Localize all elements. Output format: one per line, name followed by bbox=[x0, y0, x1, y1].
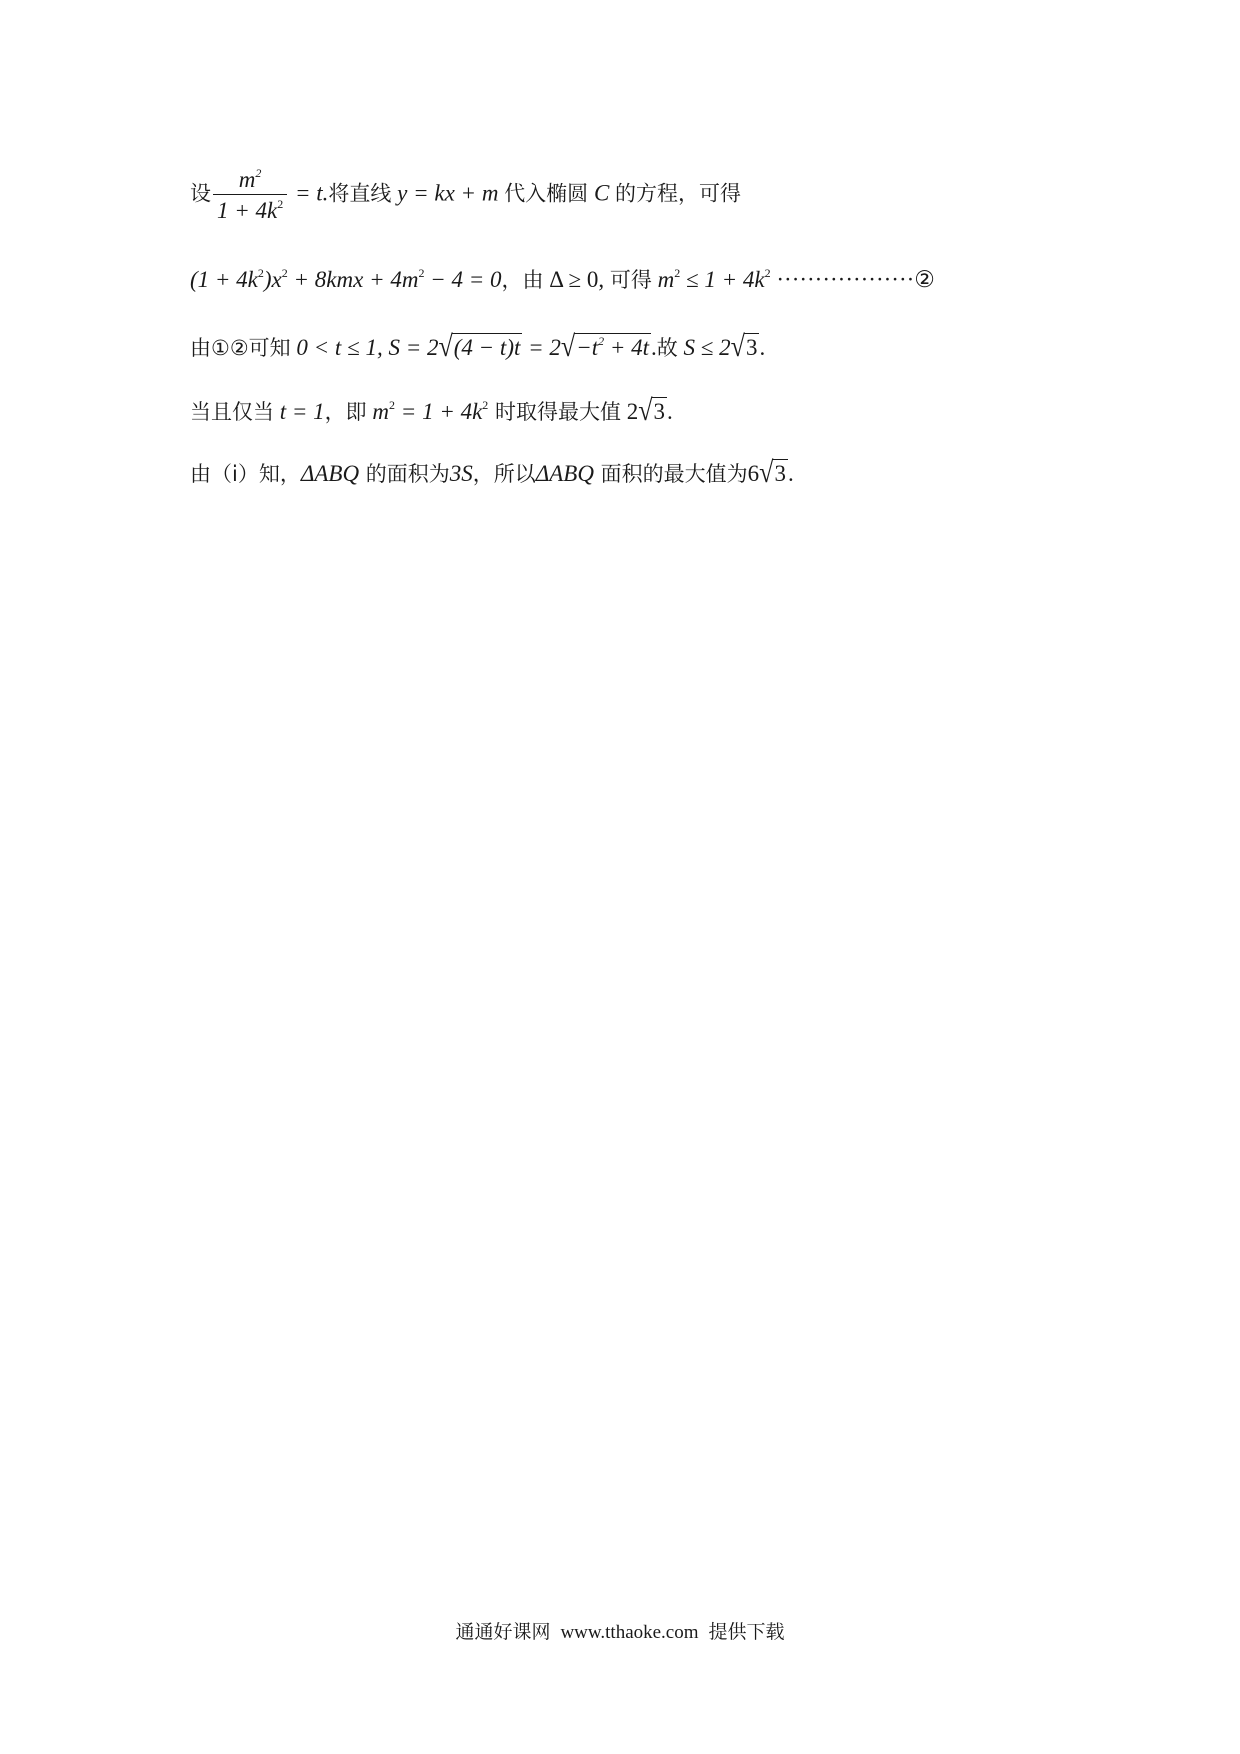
denominator: 1 + 4k bbox=[217, 198, 278, 223]
text: 故 bbox=[656, 336, 678, 360]
page-footer bbox=[0, 1617, 1240, 1644]
exponent: 2 bbox=[255, 166, 262, 180]
text: 由①②可知 bbox=[190, 336, 291, 360]
math: 3S bbox=[449, 461, 473, 486]
math: ≤ 1 + 4k bbox=[680, 267, 765, 292]
fraction bbox=[213, 168, 287, 222]
exponent: 2 bbox=[482, 398, 489, 412]
radicand: 3 bbox=[653, 399, 666, 424]
math: . bbox=[667, 399, 673, 424]
text: ，即 bbox=[324, 400, 367, 424]
text: 时取得最大值 bbox=[488, 400, 621, 424]
math: Δ ≥ 0, bbox=[543, 267, 610, 292]
sqrt-expression: √3 bbox=[730, 329, 758, 364]
math: . bbox=[787, 461, 794, 486]
radicand: 3 bbox=[745, 335, 758, 360]
numerator: m bbox=[238, 167, 256, 192]
equation-line-1 bbox=[190, 168, 741, 222]
math: m bbox=[651, 267, 675, 292]
equation-line-5 bbox=[190, 455, 794, 490]
radicand: + 4t bbox=[604, 335, 650, 360]
math: 0 < t ≤ 1, S = 2 bbox=[290, 335, 439, 360]
sqrt-expression: √3 bbox=[759, 455, 786, 490]
text: 代入椭圆 bbox=[504, 181, 589, 206]
math: C bbox=[588, 180, 616, 206]
radicand: −t bbox=[576, 335, 599, 360]
sqrt-expression: √(4 − t)t bbox=[438, 329, 521, 364]
math: + 8kmx + 4m bbox=[287, 267, 419, 292]
math: 2 bbox=[620, 399, 639, 424]
exponent: 2 bbox=[418, 266, 425, 280]
radicand: 3 bbox=[774, 461, 786, 486]
math: = 1 + 4k bbox=[395, 399, 483, 424]
math: y = kx + m bbox=[391, 180, 505, 206]
text: 的面积为 bbox=[359, 462, 450, 486]
math: . bbox=[759, 335, 766, 360]
text: 当且仅当 bbox=[190, 400, 274, 424]
math: = 2 bbox=[522, 335, 561, 360]
footer-download-text: 提供下载 bbox=[708, 1621, 785, 1643]
footer-site-name: 通通好课网 bbox=[455, 1621, 551, 1643]
text: 面积的最大值为 bbox=[593, 462, 748, 486]
math: )x bbox=[263, 267, 282, 292]
text: ，所以 bbox=[472, 462, 536, 486]
equation-line-2 bbox=[190, 268, 935, 291]
exponent: 2 bbox=[598, 334, 605, 348]
math: − 4 = 0 bbox=[424, 267, 502, 292]
sqrt-expression: $√-t^2 + 4t$ bbox=[560, 329, 650, 364]
math: ΔABQ bbox=[535, 461, 594, 486]
exponent: 2 bbox=[257, 266, 264, 280]
math: 6 bbox=[747, 461, 760, 486]
text: 可得 bbox=[609, 268, 652, 292]
math: m bbox=[366, 399, 390, 424]
radicand: (4 − t)t bbox=[453, 335, 521, 360]
math: S ≤ 2 bbox=[677, 335, 731, 360]
exponent: 2 bbox=[281, 266, 288, 280]
exponent: 2 bbox=[764, 266, 771, 280]
math: (1 + 4k bbox=[190, 267, 258, 292]
exponent: 2 bbox=[674, 266, 681, 280]
math: ΔABQ bbox=[300, 461, 360, 486]
text: 设 bbox=[190, 181, 211, 206]
exponent: 2 bbox=[389, 398, 396, 412]
text: 由（i）知， bbox=[190, 462, 301, 486]
equation-line-4 bbox=[190, 393, 673, 428]
text: 的方程，可得 bbox=[615, 181, 742, 206]
math: = t. bbox=[289, 180, 329, 206]
math: . bbox=[651, 335, 657, 360]
text: ，由 bbox=[501, 268, 544, 292]
sqrt-expression: √3 bbox=[638, 393, 666, 428]
exponent: 2 bbox=[277, 197, 284, 211]
math: ··················② bbox=[770, 267, 935, 292]
math: t = 1 bbox=[274, 399, 325, 424]
footer-url-link[interactable]: www.tthaoke.com bbox=[560, 1622, 699, 1643]
text: 将直线 bbox=[328, 181, 392, 206]
equation-line-3 bbox=[190, 329, 766, 364]
